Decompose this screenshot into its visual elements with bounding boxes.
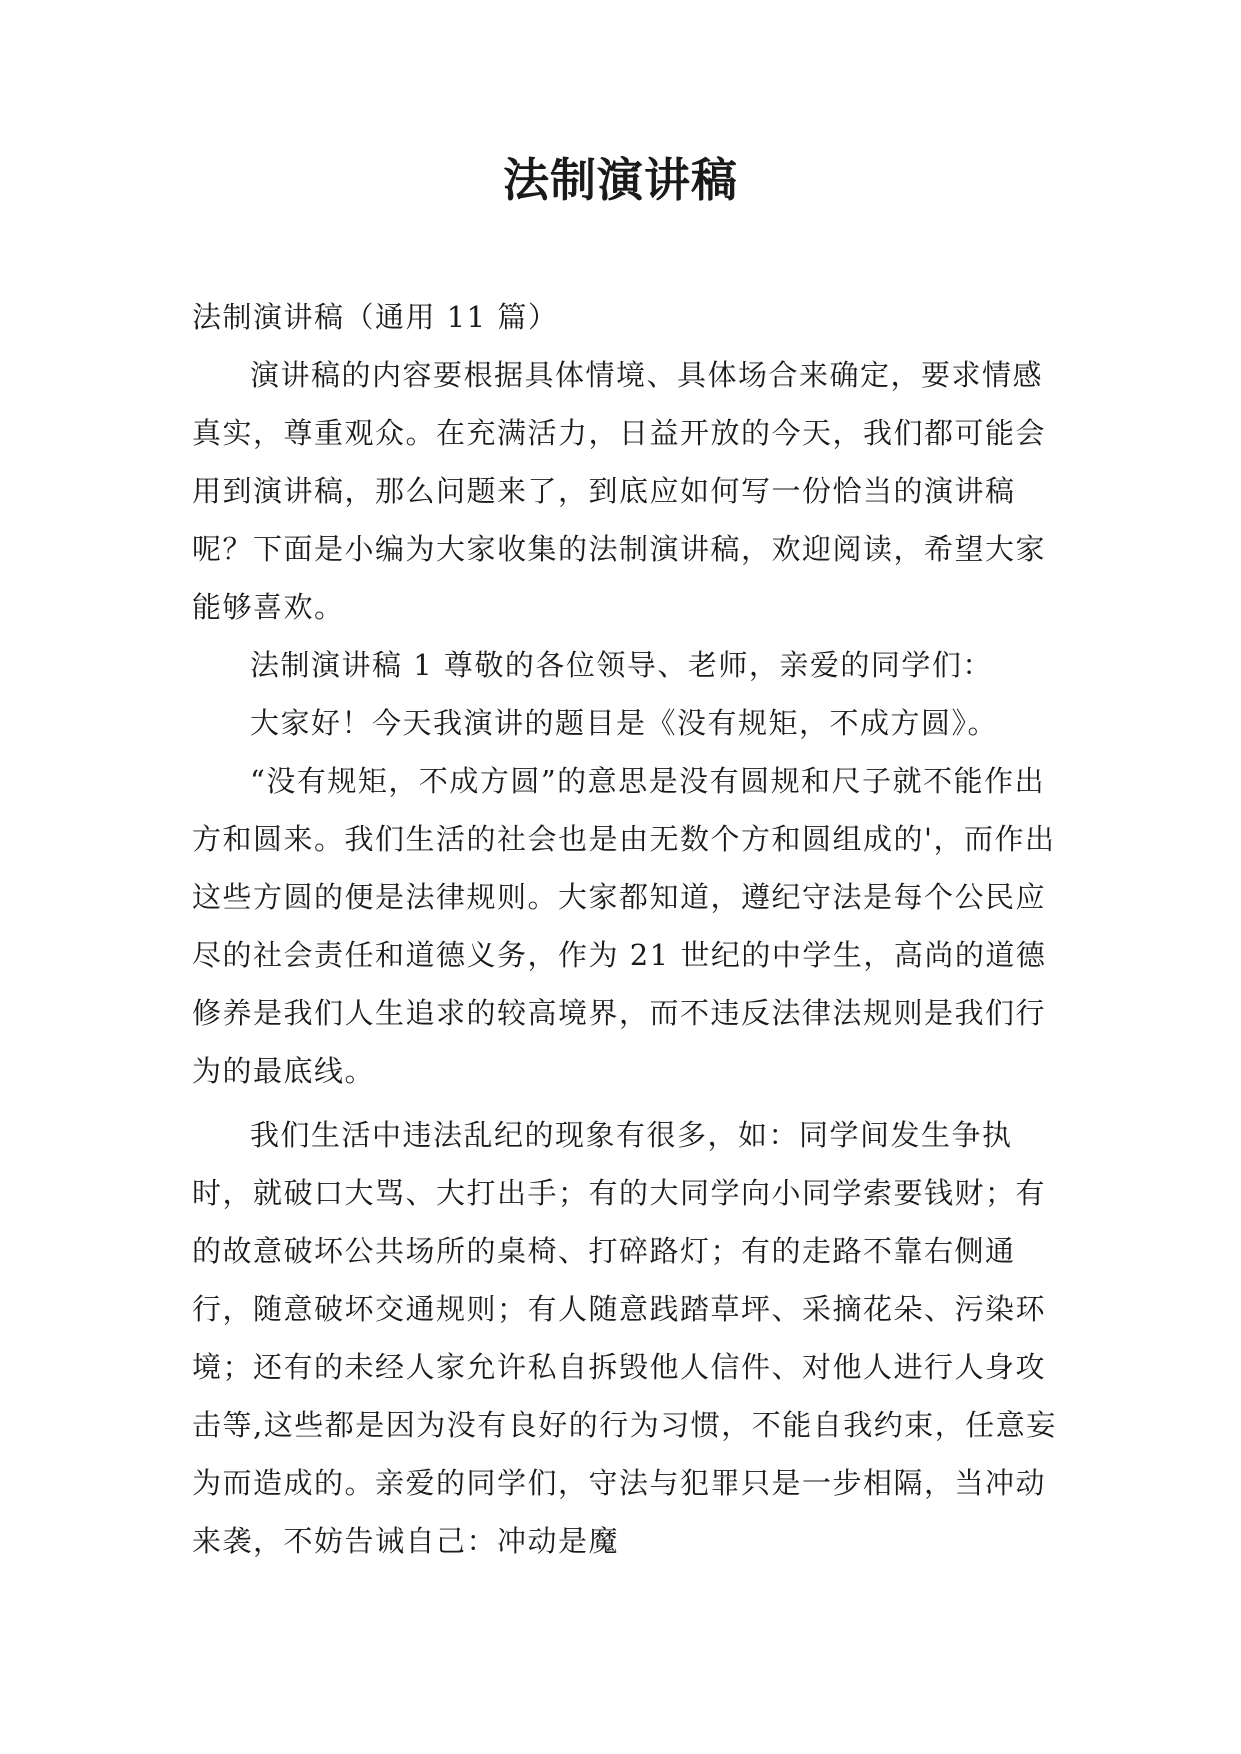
greeting-paragraph: 大家好！今天我演讲的题目是《没有规矩，不成方圆》。 bbox=[250, 706, 999, 740]
document-title: 法制演讲稿 bbox=[503, 153, 738, 207]
document-body bbox=[192, 288, 1062, 1570]
body-paragraph: 我们生活中违法乱纪的现象有很多，如：同学间发生争执时，就破口大骂、大打出手；有的大同学向小同学索要钱财；有的故意破坏公共场所的桌椅、打碎路灯；有的走路不靠右侧通行，随意破坏交通规则；有人随意践踏草坪、采摘花朵、污染环境；还有的未经人家允许私自拆毁他人信件、对他人进行人身攻击等,这些都是因为没有良好的行为习惯，不能自我约束，任意妄为而造成的。亲爱的同学们，守法与犯罪只是一步相隔，当冲动来袭，不妨告诫自己：冲动是魔 bbox=[192, 1118, 1057, 1558]
intro-paragraph: 演讲稿的内容要根据具体情境、具体场合来确定，要求情感真实，尊重观众。在充满活力，日益开放的今天，我们都可能会用到演讲稿，那么问题来了，到底应如何写一份恰当的演讲稿呢？下面是小编为大家收集的法制演讲稿，欢迎阅读，希望大家能够喜欢。 bbox=[192, 358, 1047, 624]
speech-heading-paragraph: 法制演讲稿 1 尊敬的各位领导、老师，亲爱的同学们： bbox=[250, 648, 993, 682]
subtitle-paragraph: 法制演讲稿（通用 11 篇） bbox=[192, 300, 559, 334]
body-paragraph: “没有规矩，不成方圆”的意思是没有圆规和尺子就不能作出方和圆来。我们生活的社会也是由无数个方和圆组成的'，而作出这些方圆的便是法律规则。大家都知道，遵纪守法是每个公民应尽的社会责任和道德义务，作为 21 世纪的中学生，高尚的道德修养是我们人生追求的较高境界，而不违反法律法规则是我们行为的最底线。 bbox=[192, 764, 1056, 1088]
